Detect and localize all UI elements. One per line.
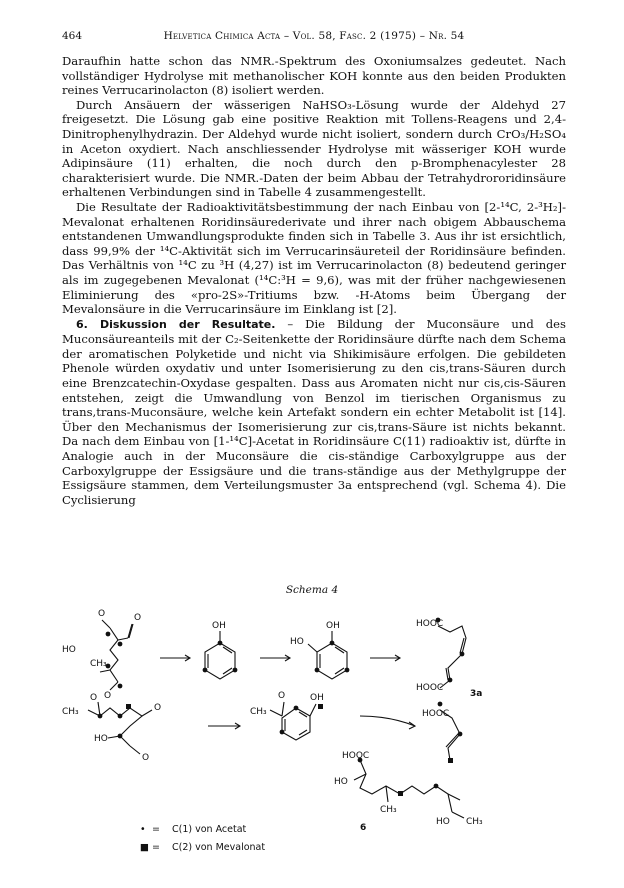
label-o-6: O (142, 753, 150, 763)
label-ch3-1: CH₃ (90, 659, 107, 669)
label-o-4: O (90, 693, 98, 703)
legend-acetate-text: C(1) von Acetat (172, 824, 247, 835)
label-hooc-6: HOOC (342, 751, 370, 761)
section-text: – Die Bildung der Muconsäure und des Muconsäureanteils mit der C₂-Seitenkette der Roridinsäure dürfte nach dem Schema der aromatischen Polyketide und nicht via Shikimisäure erfolgen. Die gebildeten Phenole würden oxydativ und unter Isomerisierung zu den cis,trans-Säuren durch eine Brenzcatechin-Oxydase gespalten. Dass aus Aromaten nicht nur cis,cis-Säuren entstehen, zeigt die Umwandlung von Benzol im tierischen Organismus zu trans,trans-Muconsäure, welche kein Artefakt sondern ein echter Metabolit ist [14]. Über den Mechanismus der Isomerisierung zur cis,trans-Säure ist nichts bekannt. Da nach dem Einbau von [1-¹⁴C]-Acetat in Roridinsäure C(11) radioaktiv ist, dürfte in Analogie auch in der Muconsäure die cis-ständige Carboxylgruppe aus der Carboxylgruppe der Essigsäure und die trans-ständige aus der Methylgruppe der Essigsäure stammen, dem Verteilungsmuster 3a entsprechend (vgl. Schema 4). Die Cyclisierung (62, 316, 566, 507)
legend-eq-1: = (152, 824, 160, 835)
label-hooc-3a-top: HOOC (416, 619, 444, 629)
legend-eq-2: = (152, 842, 160, 853)
label-ho-2: HO (94, 734, 108, 744)
label-ch3-3: CH₃ (250, 707, 267, 717)
label-o-7: O (278, 691, 286, 701)
label-ch3-6: CH₃ (380, 805, 397, 815)
running-header (62, 30, 566, 44)
label-oh-acetophenol: OH (310, 693, 324, 703)
scheme-title: Schema 4 (285, 584, 339, 596)
page-number: 464 (62, 30, 83, 42)
label-ho-catechol: HO (290, 637, 304, 647)
mevalonate-square-icon: ■ (140, 842, 149, 853)
paragraph-3: Die Resultate der Radioaktivitätsbestimmung der nach Einbau von [2-¹⁴C, 2-³H₂]-Mevalonat erhaltenen Roridinsäurederivate und ihrer nach obigem Abbauschema entstandenen Umwandlungsprodukte finden sich in Tabelle 3. Aus ihr ist ersichtlich, dass 99,9% der ¹⁴C-Aktivität sich im Verrucarinsäureteil der Roridinsäure befinden. Das Verhältnis von ¹⁴C zu ³H (4,27) ist im Verrucarinolacton (8) bedeutend geringer als im zugegebenen Mevalonat (¹⁴C:³H = 9,6), was mit der früher nachgewiesenen Eliminierung des «pro-2S»-Tritiums bzw. -H-Atoms beim Übergang der Mevalonsäure in die Verrucarinsäure im Einklang ist [2]. (62, 199, 566, 317)
section-heading: 6. Diskussion der Resultate. (76, 317, 276, 331)
label-o-5: O (154, 703, 162, 713)
body-text (62, 54, 566, 507)
label-ho-6: HO (334, 777, 348, 787)
reaction-scheme-diagram (60, 598, 530, 853)
label-ch3-2: CH₃ (62, 707, 79, 717)
paragraph-1: Daraufhin hatte schon das NMR.-Spektrum des Oxoniumsalzes gedeutet. Nach vollständiger Hydrolyse mit methanolischer KOH konnte aus den beiden Produkten reines Verrucarinolacton (8) isoliert werden. (62, 54, 566, 98)
paragraph-section-6 (62, 317, 566, 508)
label-compound-3a: 3a (470, 689, 483, 699)
legend-acetate (140, 824, 246, 835)
label-ho-6-end: HO (436, 817, 450, 827)
running-title: Helvetica Chimica Acta – Vol. 58, Fasc. 2 (1975) – Nr. 54 (163, 30, 465, 42)
paragraph-2: Durch Ansäuern der wässerigen NaHSO₃-Lösung wurde der Aldehyd 27 freigesetzt. Die Lösung gab eine positive Reaktion mit Tollens-Reagens und 2,4-Dinitrophenylhydrazin. Der Aldehyd wurde nicht isoliert, sondern durch CrO₃/H₂SO₄ in Aceton oxydiert. Nach anschliessender Hydrolyse mit wässeriger KOH wurde Adipinsäure (11) erhalten, die noch durch den p-Bromphenacylester 28 charakterisiert wurde. Die NMR.-Daten der beim Abbau der Tetrahydrororidinsäure erhaltenen Verbindungen sind in Tabelle 4 zusammengestellt. (62, 97, 566, 200)
label-ch3-6-end: CH₃ (466, 817, 483, 827)
label-oh-catechol: OH (326, 621, 340, 631)
legend-mevalonate-text: C(2) von Mevalonat (172, 842, 266, 853)
label-o-1: O (98, 609, 106, 619)
label-hooc-muconic: HOOC (422, 709, 450, 719)
label-oh-phenol: OH (212, 621, 226, 631)
label-compound-6: 6 (360, 823, 367, 833)
label-o-2: O (134, 613, 142, 623)
acetate-dot-icon: • (140, 824, 146, 835)
legend-mevalonate (140, 842, 265, 853)
label-ho-1: HO (62, 645, 76, 655)
label-hooc-3a-bottom: HOOC (416, 683, 444, 693)
label-o-3: O (104, 691, 112, 701)
